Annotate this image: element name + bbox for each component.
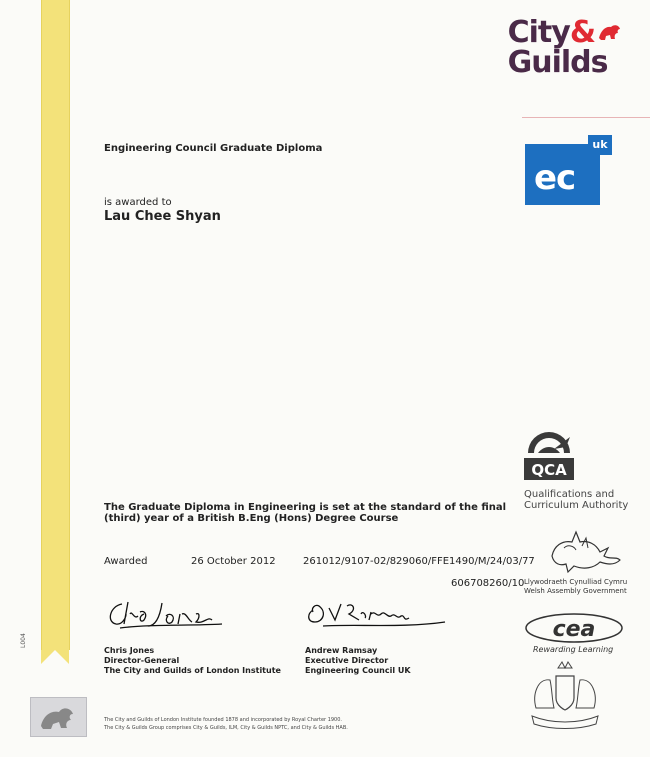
signatory-1-name: Chris Jones bbox=[104, 646, 155, 655]
statement-line-2: (third) year of a British B.Eng (Hons) Degree Course bbox=[104, 513, 399, 524]
signatory-1-org: The City and Guilds of London Institute bbox=[104, 666, 281, 675]
qca-mark-text: QCA bbox=[531, 461, 567, 479]
lion-stamp-icon bbox=[31, 698, 86, 736]
yellow-ribbon bbox=[41, 0, 70, 650]
qca-caption-line1: Qualifications and bbox=[524, 489, 615, 500]
footer-text bbox=[104, 716, 348, 732]
qca-logo bbox=[524, 427, 574, 480]
footer-line1: The City and Guilds of London Institute founded 1878 and incorporated by Royal Charter 1900. bbox=[104, 717, 343, 723]
wag-caption bbox=[524, 578, 627, 596]
awarded-date: 26 October 2012 bbox=[191, 556, 276, 567]
signatory-1 bbox=[104, 646, 281, 676]
serial-number: 606708260/10 bbox=[451, 578, 525, 589]
lion-icon bbox=[596, 20, 622, 44]
ec-uk-badge: uk bbox=[588, 135, 612, 155]
awarded-to-label: is awarded to bbox=[104, 197, 172, 208]
footer-line2: The City & Guilds Group comprises City & Guilds, ILM, City & Guilds NPTC, and City & Guilds HAB. bbox=[104, 725, 348, 731]
qca-caption-line2: Curriculum Authority bbox=[524, 500, 629, 511]
wag-caption-line2: Welsh Assembly Government bbox=[524, 587, 627, 595]
welsh-dragon-icon bbox=[524, 526, 624, 574]
cea-caption: Rewarding Learning bbox=[533, 645, 614, 654]
cea-mark-text: cea bbox=[552, 617, 596, 642]
wag-caption-line1: Llywodraeth Cynulliad Cymru bbox=[524, 578, 628, 586]
brand-ampersand: & bbox=[569, 15, 595, 50]
brand-line2: Guilds bbox=[507, 45, 608, 80]
ribbon-tail bbox=[41, 650, 69, 664]
statement-line-1: The Graduate Diploma in Engineering is set at the standard of the final bbox=[104, 502, 507, 513]
qualification-title: Engineering Council Graduate Diploma bbox=[104, 143, 323, 154]
qca-caption bbox=[524, 489, 628, 511]
signatory-2-org: Engineering Council UK bbox=[305, 666, 411, 675]
signature-andrew-ramsay bbox=[305, 600, 450, 632]
brand-line1: City bbox=[507, 15, 570, 50]
certificate-reference: 261012/9107-02/829060/FFE1490/M/24/03/77 bbox=[303, 556, 535, 567]
city-and-guilds-logo bbox=[507, 15, 622, 80]
signatory-2-name: Andrew Ramsay bbox=[305, 646, 378, 655]
recipient-name: Lau Chee Shyan bbox=[104, 209, 221, 224]
signature-chris-jones bbox=[100, 598, 230, 630]
ec-logo-text: ec bbox=[534, 158, 576, 198]
awarded-label: Awarded bbox=[104, 556, 148, 567]
signatory-2-title: Executive Director bbox=[305, 656, 389, 665]
cea-logo bbox=[524, 612, 624, 644]
signatory-2 bbox=[305, 646, 411, 676]
city-and-guilds-stamp bbox=[30, 697, 87, 737]
signatory-1-title: Director-General bbox=[104, 656, 180, 665]
coat-of-arms-icon bbox=[522, 658, 608, 730]
header-rule bbox=[522, 117, 650, 118]
side-code: L004 bbox=[20, 633, 27, 648]
